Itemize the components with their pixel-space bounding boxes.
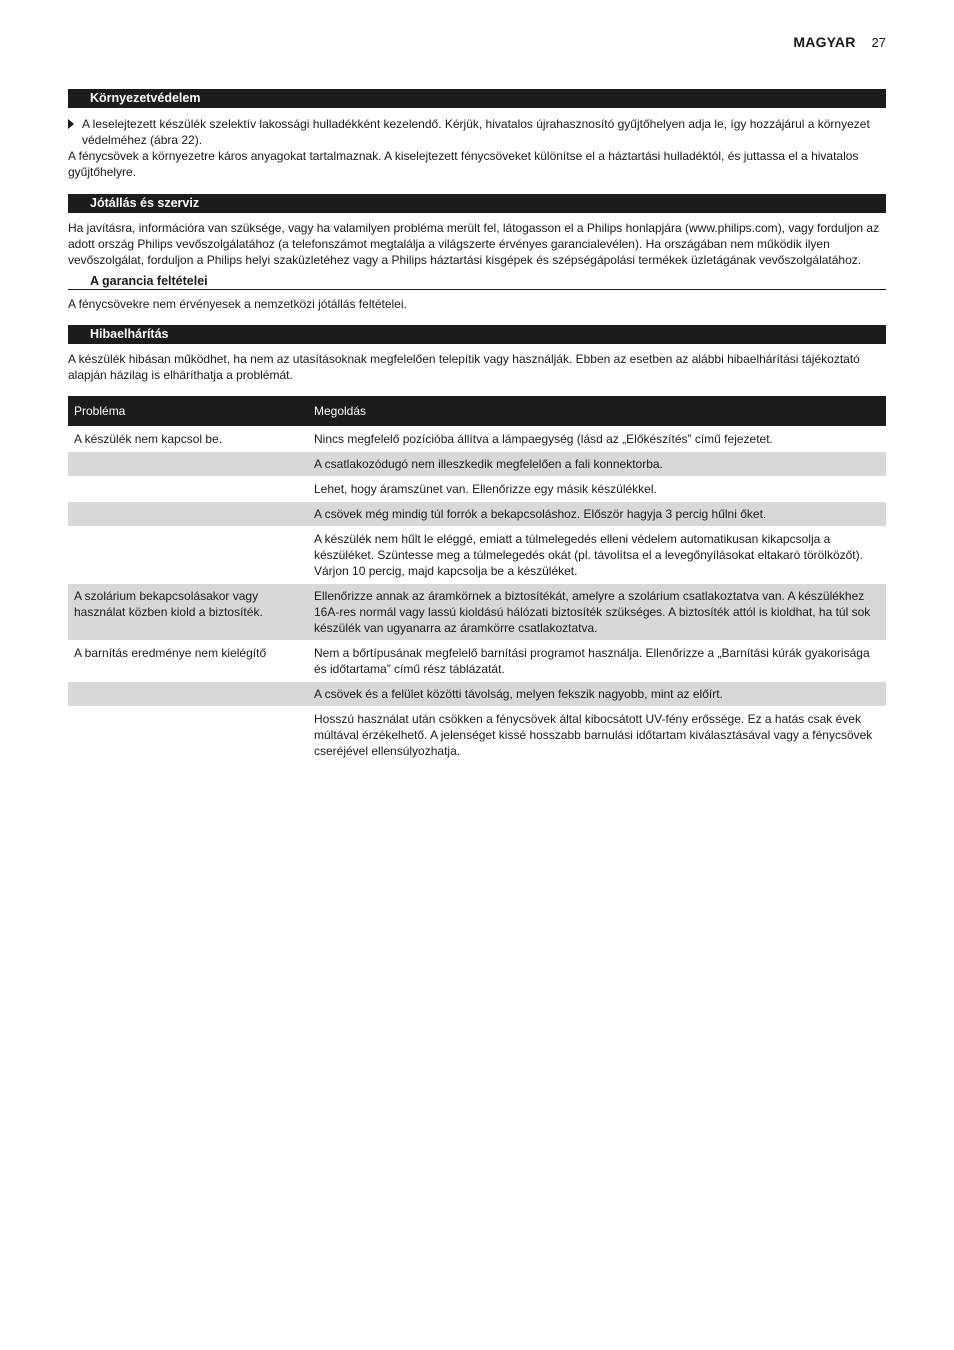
page-header: [793, 34, 886, 50]
language-label: MAGYAR: [793, 34, 856, 50]
environment-paragraph: A fénycsövek a környezetre káros anyagokat tartalmaznak. A kiselejtezett fénycsöveket különítse el a háztartási hulladéktól, és juttassa el a hivatalos gyűjtőhelyre.: [68, 149, 859, 179]
problem-cell: [68, 527, 308, 584]
warranty-paragraph: [68, 220, 886, 268]
page-number: 27: [871, 35, 886, 50]
section-title-environment: Környezetvédelem: [68, 89, 886, 108]
table-row: [68, 502, 886, 527]
troubleshooting-table: [68, 396, 886, 763]
solution-cell: Ellenőrizze annak az áramkörnek a biztosítékát, amelyre a szolárium csatlakoztatva van. A készülékhez 16A-res normál vagy lassú kioldású hálózati biztosíték szükséges. A biztosíték attól is kioldhat, ha túl sok készülék van ugyanarra az áramkörre csatlakoztatva.: [308, 584, 886, 641]
problem-cell: [68, 682, 308, 707]
problem-cell: [68, 502, 308, 527]
table-header-row: [68, 396, 886, 427]
table-row: [68, 682, 886, 707]
column-header-problem: Probléma: [68, 396, 308, 427]
solution-cell: A csövek még mindig túl forrók a bekapcsoláshoz. Először hagyja 3 percig hűlni őket.: [308, 502, 886, 527]
section-title-warranty: Jótállás és szerviz: [68, 194, 886, 213]
table-row: [68, 641, 886, 682]
solution-cell: A készülék nem hűlt le eléggé, emiatt a túlmelegedés elleni védelem automatikusan kikapcsolja a készüléket. Szüntesse meg a túlmelegedés okát (pl. távolítsa el a levegőnyílásokat eltakaró törölközőt). Várjon 10 percig, majd kapcsolja be a készüléket.: [308, 527, 886, 584]
section-title-troubleshooting: Hibaelhárítás: [68, 325, 886, 344]
warranty-text-before: Ha javításra, információra van szüksége, vagy ha valamilyen probléma merült fel, látogasson el a Philips honlapjára (: [68, 221, 689, 235]
solution-cell: Hosszú használat után csökken a fénycsövek által kibocsátott UV-fény erőssége. Ez a hatás csak évek múltával érzékelhető. A jelenséget kissé hosszabb barnulási időtartam kiválasztásával vagy a fénycsövek cseréjével ellensúlyozhatja.: [308, 707, 886, 764]
column-header-solution: Megoldás: [308, 396, 886, 427]
warranty-conditions-paragraph: A fénycsövekre nem érvényesek a nemzetközi jótállás feltételei.: [68, 297, 407, 311]
warranty-conditions-heading: A garancia feltételei: [68, 274, 886, 290]
solution-cell: A csövek és a felület közötti távolság, melyen fekszik nagyobb, mint az előírt.: [308, 682, 886, 707]
warranty-text-after: ), vagy forduljon az adott ország Philips vevőszolgálatához (a telefonszámot megtalálja a világszerte érvényes garancialevélen). Ha országában nem működik ilyen vevőszolgálat, forduljon a Philips helyi szaküzletéhez vagy a Philips háztartási kisgépek és szépségápolási termékek üzletágának vevőszolgálatához.: [68, 221, 880, 267]
problem-cell: A barnítás eredménye nem kielégítő: [68, 641, 308, 682]
solution-cell: Nem a bőrtípusának megfelelő barnítási programot használja. Ellenőrizze a „Barnítási kúrák gyakorisága és időtartama” című rész táblázatát.: [308, 641, 886, 682]
problem-cell: A készülék nem kapcsol be.: [68, 427, 308, 452]
table-row: [68, 477, 886, 502]
page-content: [68, 89, 886, 763]
philips-url-link[interactable]: www.philips.com: [688, 221, 778, 235]
table-row: [68, 707, 886, 764]
table-row: [68, 584, 886, 641]
table-row: [68, 452, 886, 477]
solution-cell: Nincs megfelelő pozícióba állítva a lámpaegység (lásd az „Előkészítés” című fejezetet.: [308, 427, 886, 452]
solution-cell: Lehet, hogy áramszünet van. Ellenőrizze egy másik készülékkel.: [308, 477, 886, 502]
problem-cell: A szolárium bekapcsolásakor vagy használat közben kiold a biztosíték.: [68, 584, 308, 641]
table-row: [68, 427, 886, 452]
table-row: [68, 527, 886, 584]
environment-bullet-text: A leselejtezett készülék szelektív lakossági hulladékként kezelendő. Kérjük, hivatalos újrahasznosító gyűjtőhelyen adja le, így hozzájárul a környezet védelméhez (ábra 22).: [82, 117, 870, 147]
troubleshooting-paragraph: A készülék hibásan működhet, ha nem az utasításoknak megfelelően telepítik vagy használják. Ebben az esetben az alábbi hibaelhárítási tájékoztató alapján házilag is elháríthatja a problémát.: [68, 352, 860, 382]
bullet-arrow-icon: [68, 119, 74, 129]
problem-cell: [68, 452, 308, 477]
environment-bullet: [68, 116, 886, 148]
problem-cell: [68, 707, 308, 764]
solution-cell: A csatlakozódugó nem illeszkedik megfelelően a fali konnektorba.: [308, 452, 886, 477]
problem-cell: [68, 477, 308, 502]
